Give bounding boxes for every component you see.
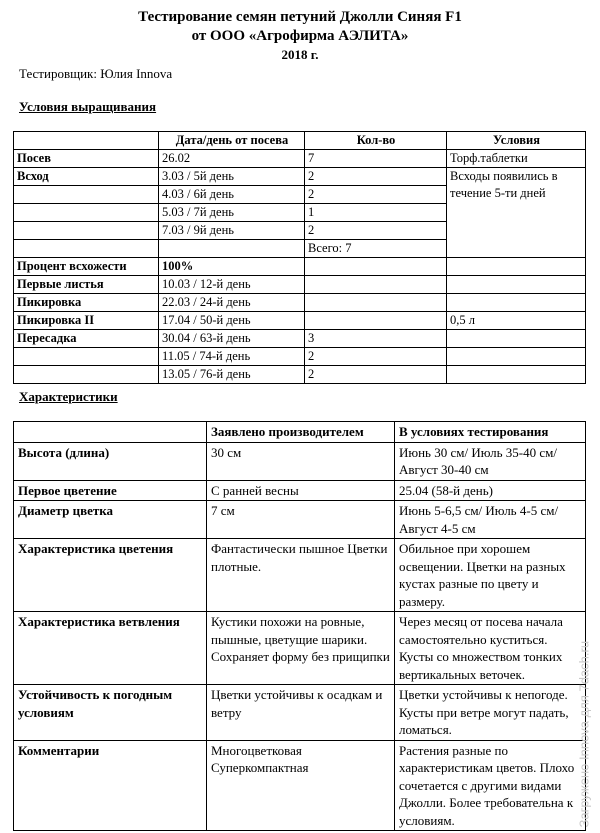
- row-label: Посев: [14, 150, 159, 168]
- tester-name: Тестировщик: Юлия Innova: [19, 66, 173, 81]
- qty-cell: 2: [305, 222, 447, 240]
- watermark: [574, 590, 594, 830]
- table-row: [14, 276, 586, 294]
- cond-cell: 0,5 л: [447, 312, 586, 330]
- table-row: [14, 258, 586, 276]
- document-year: 2018 г.: [281, 47, 319, 62]
- date-cell: [159, 240, 305, 258]
- qty-cell: 7: [305, 150, 447, 168]
- tested-cell: Июнь 30 см/ Июль 35-40 см/ Август 30-40 см: [395, 442, 586, 480]
- cond-cell: [447, 294, 586, 312]
- table-row: [14, 168, 586, 186]
- date-cell: 30.04 / 63-й день: [159, 330, 305, 348]
- header-cell: [14, 132, 159, 150]
- date-cell: 10.03 / 12-й день: [159, 276, 305, 294]
- characteristics-table: [13, 421, 586, 831]
- row-label: Диаметр цветка: [14, 501, 207, 539]
- declared-cell: С ранней весны: [207, 480, 395, 501]
- tested-cell: Обильное при хорошем освещении. Цветки на разных кустах разные по цвету и размеру.: [395, 539, 586, 612]
- tested-cell: Растения разные по характеристикам цветов. Плохо сочетается с другими видами Джолли. Более требовательна к условиям.: [395, 740, 586, 831]
- table-row: [14, 330, 586, 348]
- row-label: [14, 348, 159, 366]
- qty-cell: [305, 276, 447, 294]
- cond-cell: Всходы появились в течение 5-ти дней: [447, 168, 586, 258]
- total-cell: Всего: 7: [305, 240, 447, 258]
- date-cell: 3.03 / 5й день: [159, 168, 305, 186]
- tested-cell: 25.04 (58-й день): [395, 480, 586, 501]
- table-row: [14, 685, 586, 741]
- date-cell: 22.03 / 24-й день: [159, 294, 305, 312]
- header-cell: Кол-во: [305, 132, 447, 150]
- table-row: [14, 539, 586, 612]
- tested-cell: Цветки устойчивы к непогоде. Кусты при ветре могут падать, ломаться.: [395, 685, 586, 741]
- row-label: Высота (длина): [14, 442, 207, 480]
- table-row: [14, 740, 586, 831]
- row-label: Пикировка: [14, 294, 159, 312]
- document-title: Тестирование семян петуний Джолли Синяя F1: [138, 9, 462, 25]
- qty-cell: [305, 312, 447, 330]
- qty-cell: 3: [305, 330, 447, 348]
- table-row: [14, 501, 586, 539]
- date-cell: 11.05 / 74-й день: [159, 348, 305, 366]
- tested-cell: Через месяц от посева начала самостоятельно куститься. Кусты со множеством тонких вертикальных веточек.: [395, 612, 586, 685]
- qty-cell: 2: [305, 366, 447, 384]
- watermark-text: Загружено Innova для 7dach.ru: [576, 640, 592, 828]
- qty-cell: [305, 258, 447, 276]
- row-label: [14, 204, 159, 222]
- date-cell: 17.04 / 50-й день: [159, 312, 305, 330]
- row-label: Комментарии: [14, 740, 207, 831]
- table-row: [14, 480, 586, 501]
- row-label: Устойчивость к погодным условиям: [14, 685, 207, 741]
- date-cell: 100%: [159, 258, 305, 276]
- declared-cell: Фантастически пышное Цветки плотные.: [207, 539, 395, 612]
- growing-table: [13, 131, 586, 384]
- declared-cell: Многоцветковая Суперкомпактная: [207, 740, 395, 831]
- cond-cell: [447, 258, 586, 276]
- table-row: [14, 442, 586, 480]
- table-header-row: [14, 422, 586, 443]
- header-cell: В условиях тестирования: [395, 422, 586, 443]
- date-cell: 7.03 / 9й день: [159, 222, 305, 240]
- date-cell: 4.03 / 6й день: [159, 186, 305, 204]
- row-label: Пикировка II: [14, 312, 159, 330]
- header-cell: Условия: [447, 132, 586, 150]
- row-label: Всход: [14, 168, 159, 186]
- declared-cell: 30 см: [207, 442, 395, 480]
- header-cell: [14, 422, 207, 443]
- declared-cell: 7 см: [207, 501, 395, 539]
- row-label: Первое цветение: [14, 480, 207, 501]
- row-label: [14, 186, 159, 204]
- cond-cell: [447, 348, 586, 366]
- table-row: [14, 348, 586, 366]
- qty-cell: [305, 294, 447, 312]
- section-heading-characteristics: Характеристики: [19, 389, 118, 404]
- row-label: [14, 366, 159, 384]
- cond-cell: Торф.таблетки: [447, 150, 586, 168]
- qty-cell: 2: [305, 186, 447, 204]
- row-label: Пересадка: [14, 330, 159, 348]
- table-row: [14, 150, 586, 168]
- document-subtitle: от ООО «Агрофирма АЭЛИТА»: [191, 28, 409, 44]
- header-cell: Дата/день от посева: [159, 132, 305, 150]
- tested-cell: Июнь 5-6,5 см/ Июль 4-5 см/ Август 4-5 см: [395, 501, 586, 539]
- qty-cell: 1: [305, 204, 447, 222]
- date-cell: 5.03 / 7й день: [159, 204, 305, 222]
- table-row: [14, 366, 586, 384]
- cond-cell: [447, 366, 586, 384]
- table-row: [14, 294, 586, 312]
- row-label: Процент всхожести: [14, 258, 159, 276]
- declared-cell: Кустики похожи на ровные, пышные, цветущие шарики. Сохраняет форму без прищипки: [207, 612, 395, 685]
- table-row: [14, 612, 586, 685]
- table-row: [14, 312, 586, 330]
- qty-cell: 2: [305, 168, 447, 186]
- date-cell: 13.05 / 76-й день: [159, 366, 305, 384]
- row-label: Характеристика цветения: [14, 539, 207, 612]
- section-heading-growing: Условия выращивания: [19, 99, 157, 114]
- row-label: [14, 222, 159, 240]
- header-cell: Заявлено производителем: [207, 422, 395, 443]
- cond-cell: [447, 276, 586, 294]
- date-cell: 26.02: [159, 150, 305, 168]
- row-label: [14, 240, 159, 258]
- row-label: Характеристика ветвления: [14, 612, 207, 685]
- table-header-row: [14, 132, 586, 150]
- cond-cell: [447, 330, 586, 348]
- row-label: Первые листья: [14, 276, 159, 294]
- qty-cell: 2: [305, 348, 447, 366]
- declared-cell: Цветки устойчивы к осадкам и ветру: [207, 685, 395, 741]
